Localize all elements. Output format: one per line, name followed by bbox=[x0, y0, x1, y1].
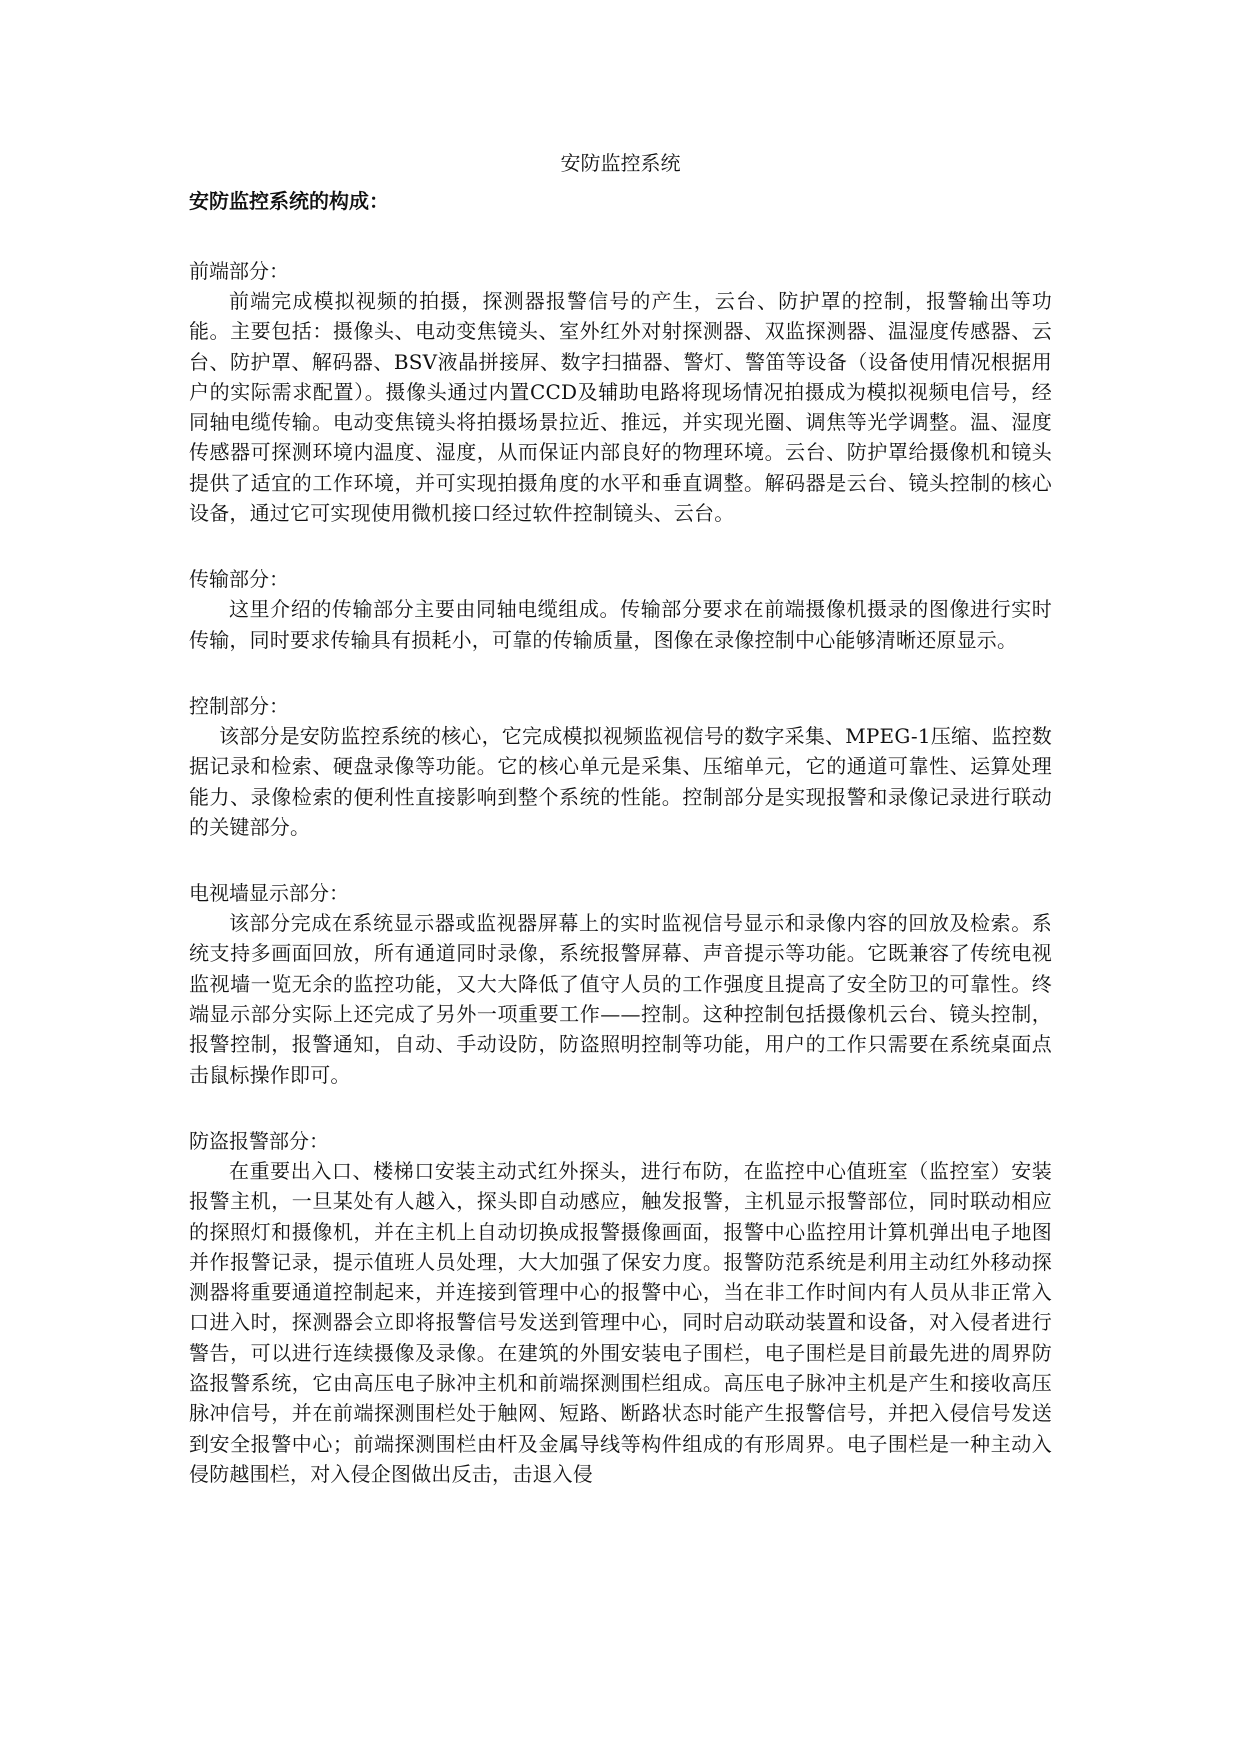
section-body: 该部分完成在系统显示器或监视器屏幕上的实时监视信号显示和录像内容的回放及检索。系统支持多画面回放，所有通道同时录像，系统报警屏幕、声音提示等功能。它既兼容了传统电视监视墙一览无余的监控功能，又大大降低了值守人员的工作强度且提高了安全防卫的可靠性。终端显示部分实际上还完成了另外一项重要工作——控制。这种控制包括摄像机云台、镜头控制，报警控制，报警通知，自动、手动设防，防盗照明控制等功能，用户的工作只需要在系统桌面点击鼠标操作即可。 bbox=[189, 911, 1052, 1087]
section-label: 前端部分： bbox=[189, 259, 289, 283]
document-title: 安防监控系统 bbox=[560, 151, 681, 175]
section-body: 这里介绍的传输部分主要由同轴电缆组成。传输部分要求在前端摄像机摄录的图像进行实时传输，同时要求传输具有损耗小，可靠的传输质量，图像在录像控制中心能够清晰还原显示。 bbox=[189, 597, 1052, 652]
section-label: 电视墙显示部分： bbox=[189, 881, 349, 906]
document-subtitle: 安防监控系统的构成： bbox=[189, 189, 389, 213]
section-body: 在重要出入口、楼梯口安装主动式红外探头，进行布防，在监控中心值班室（监控室）安装报警主机，一旦某处有人越入，探头即自动感应，触发报警，主机显示报警部位，同时联动相应的探照灯和摄像机，并在主机上自动切换成报警摄像画面，报警中心监控用计算机弹出电子地图并作报警记录，提示值班人员处理，大大加强了保安力度。报警防范系统是利用主动红外移动探测器将重要通道控制起来，并连接到管理中心的报警中心，当在非工作时间内有人员从非正常入口进入时，探测器会立即将报警信号发送到管理中心，同时启动联动装置和设备，对入侵者进行警告，可以进行连续摄像及录像。在建筑的外围安装电子围栏，电子围栏是目前最先进的周界防盗报警系统，它由高压电子脉冲主机和前端探测围栏组成。高压电子脉冲主机是产生和接收高压脉冲信号，并在前端探测围栏处于触网、短路、断路状态时能产生报警信号，并把入侵信号发送到安全报警中心；前端探测围栏由杆及金属导线等构件组成的有形周界。电子围栏是一种主动入侵防越围栏，对入侵企图做出反击，击退入侵 bbox=[189, 1158, 1052, 1486]
document-page bbox=[189, 148, 1052, 1525]
section-body: 前端完成模拟视频的拍摄，探测器报警信号的产生，云台、防护罩的控制，报警输出等功能。主要包括：摄像头、电动变焦镜头、室外红外对射探测器、双监探测器、温湿度传感器、云台、防护罩、解码器、BSV液晶拼接屏、数字扫描器、警灯、警笛等设备（设备使用情况根据用户的实际需求配置）。摄像头通过内置CCD及辅助电路将现场情况拍摄成为模拟视频电信号，经同轴电缆传输。电动变焦镜头将拍摄场景拉近、推远，并实现光圈、调焦等光学调整。温、湿度传感器可探测环境内温度、湿度，从而保证内部良好的物理环境。云台、防护罩给摄像机和镜头提供了适宜的工作环境，并可实现拍摄角度的水平和垂直调整。解码器是云台、镜头控制的核心设备，通过它可实现使用微机接口经过软件控制镜头、云台。 bbox=[189, 289, 1052, 526]
section-anti-theft-alarm bbox=[189, 1126, 1052, 1489]
section-transmission bbox=[189, 564, 1052, 655]
section-label: 控制部分： bbox=[189, 693, 289, 718]
section-control bbox=[189, 691, 1052, 842]
section-label: 传输部分： bbox=[189, 567, 289, 592]
section-front-end bbox=[189, 256, 1052, 528]
section-label: 防盗报警部分： bbox=[189, 1128, 329, 1153]
section-body: 该部分是安防监控系统的核心，它完成模拟视频监视信号的数字采集、MPEG-1压缩、监控数据记录和检索、硬盘录像等功能。它的核心单元是采集、压缩单元，它的通道可靠性、运算处理能力、录像检索的便利性直接影响到整个系统的性能。控制部分是实现报警和录像记录进行联动的关键部分。 bbox=[189, 723, 1052, 839]
section-video-wall bbox=[189, 878, 1052, 1090]
